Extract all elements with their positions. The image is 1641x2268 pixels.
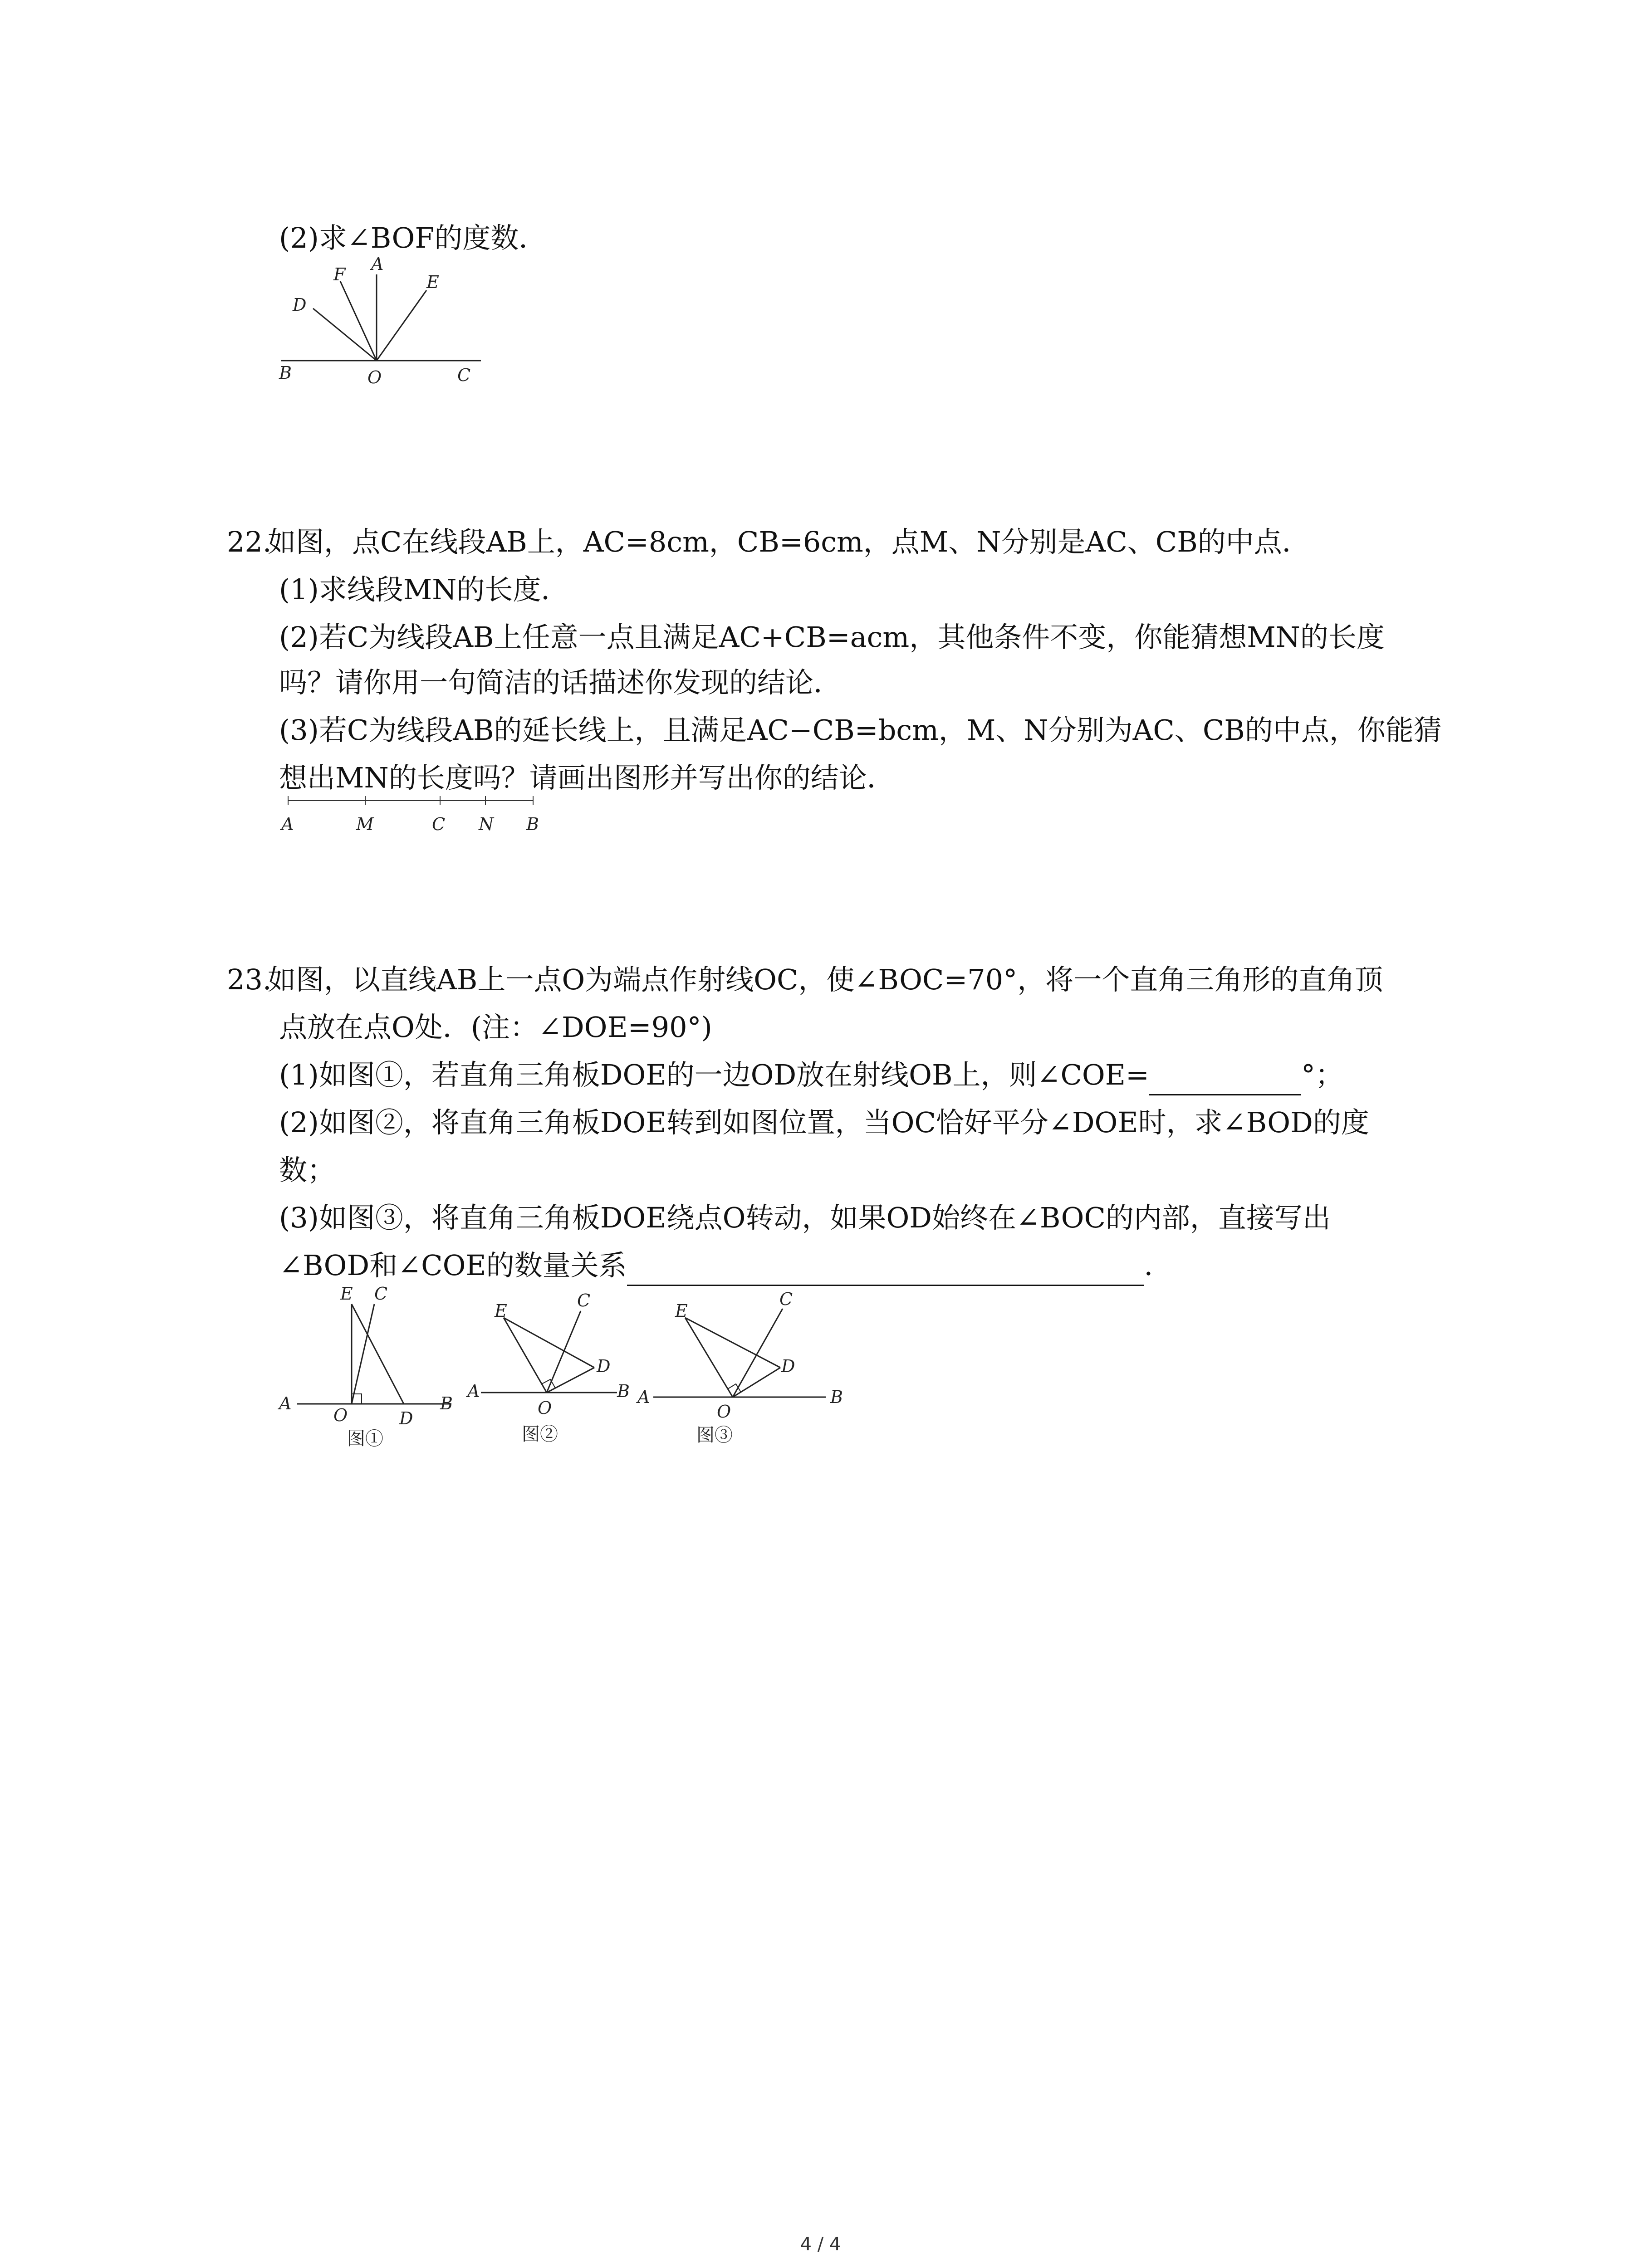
label-A: A: [371, 254, 384, 274]
q23-figure-2: [458, 1281, 640, 1463]
q22-part3-line2: 想出MN的长度吗？请画出图形并写出你的结论．: [279, 761, 895, 794]
fig3-label-O: O: [717, 1402, 731, 1422]
q22-part1: (1)求线段MN的长度．: [279, 573, 569, 606]
q22-part3-line1: (3)若C为线段AB的延长线上，且满足AC−CB=bcm，M、N分别为AC、CB的中点，你能猜: [279, 714, 1442, 747]
q23-figure-3: [635, 1281, 853, 1463]
q23-part2-line2: 数；: [279, 1154, 336, 1187]
q23-part3-line2: [279, 1245, 1172, 1286]
q22-segment-figure: [272, 789, 554, 839]
q23-stem-line2: 点放在点O处．(注：∠DOE=90°): [279, 1011, 712, 1044]
fig1-label-O: O: [333, 1405, 348, 1425]
label-M: M: [356, 814, 374, 834]
fig1-label-E: E: [340, 1284, 353, 1304]
label-F: F: [333, 264, 346, 284]
q23-stem-line1: [227, 959, 1383, 1000]
q21-part2-text: (2)求∠BOF的度数．: [279, 221, 547, 254]
page-number: 4 / 4: [800, 2234, 841, 2255]
label-O: O: [367, 367, 382, 387]
q23-part1-answer-blank[interactable]: [1149, 1067, 1301, 1095]
fig2-label-D: D: [597, 1356, 611, 1376]
label-D: D: [293, 295, 307, 315]
q23-figure-1: [272, 1281, 467, 1463]
q22-stem: [227, 522, 1310, 562]
fig3-caption: 图③: [696, 1425, 733, 1446]
q22-part2-line2: 吗？请你用一句简洁的话描述你发现的结论．: [279, 666, 842, 699]
fig3-label-A: A: [637, 1387, 650, 1407]
fig1-label-A: A: [279, 1393, 292, 1413]
q23-number: 23.: [227, 963, 272, 996]
label-C: C: [432, 814, 446, 834]
fig1-label-C: C: [374, 1284, 388, 1304]
fig3-label-C: C: [779, 1289, 793, 1309]
fig2-label-C: C: [577, 1290, 591, 1310]
q22-number: 22.: [227, 525, 272, 558]
q23-part1-text: (1)如图①，若直角三角板DOE的一边OD放在射线OB上，则∠COE=: [279, 1058, 1149, 1091]
fig2-label-B: B: [617, 1381, 630, 1401]
q22-part2-line1: (2)若C为线段AB上任意一点且满足AC+CB=acm，其他条件不变，你能猜想MN的长度: [279, 621, 1385, 654]
q23-part1-suffix: °；: [1301, 1058, 1343, 1091]
label-A: A: [281, 814, 294, 834]
fig3-label-E: E: [675, 1301, 688, 1321]
q23-part3-text: ∠BOD和∠COE的数量关系: [279, 1249, 627, 1282]
label-B: B: [279, 363, 292, 383]
q23-part2-line1: (2)如图②，将直角三角板DOE转到如图位置，当OC恰好平分∠DOE时，求∠BOD的度: [279, 1106, 1369, 1139]
fig3-label-D: D: [781, 1356, 795, 1376]
label-E: E: [426, 272, 439, 292]
fig1-label-B: B: [440, 1393, 453, 1413]
q21-angle-figure: [272, 254, 490, 395]
fig1-label-D: D: [399, 1408, 413, 1428]
q23-part3-suffix: ．: [1144, 1249, 1172, 1282]
q22-stem-text: 如图，点C在线段AB上，AC=8cm，CB=6cm，点M、N分别是AC、CB的中点．: [268, 525, 1310, 558]
fig2-label-E: E: [495, 1301, 507, 1321]
fig2-label-O: O: [538, 1398, 552, 1418]
label-N: N: [479, 814, 494, 834]
q23-part3-line1: (3)如图③，将直角三角板DOE绕点O转动，如果OD始终在∠BOC的内部，直接写出: [279, 1201, 1331, 1234]
q23-part1: [279, 1055, 1343, 1095]
label-B: B: [526, 814, 539, 834]
q23-stem-text: 如图，以直线AB上一点O为端点作射线OC，使∠BOC=70°，将一个直角三角形的直角顶: [268, 963, 1383, 996]
fig3-label-B: B: [830, 1387, 843, 1407]
label-C: C: [457, 365, 471, 385]
fig2-caption: 图②: [522, 1424, 558, 1445]
fig2-label-A: A: [467, 1381, 480, 1401]
fig1-caption: 图①: [347, 1428, 383, 1449]
